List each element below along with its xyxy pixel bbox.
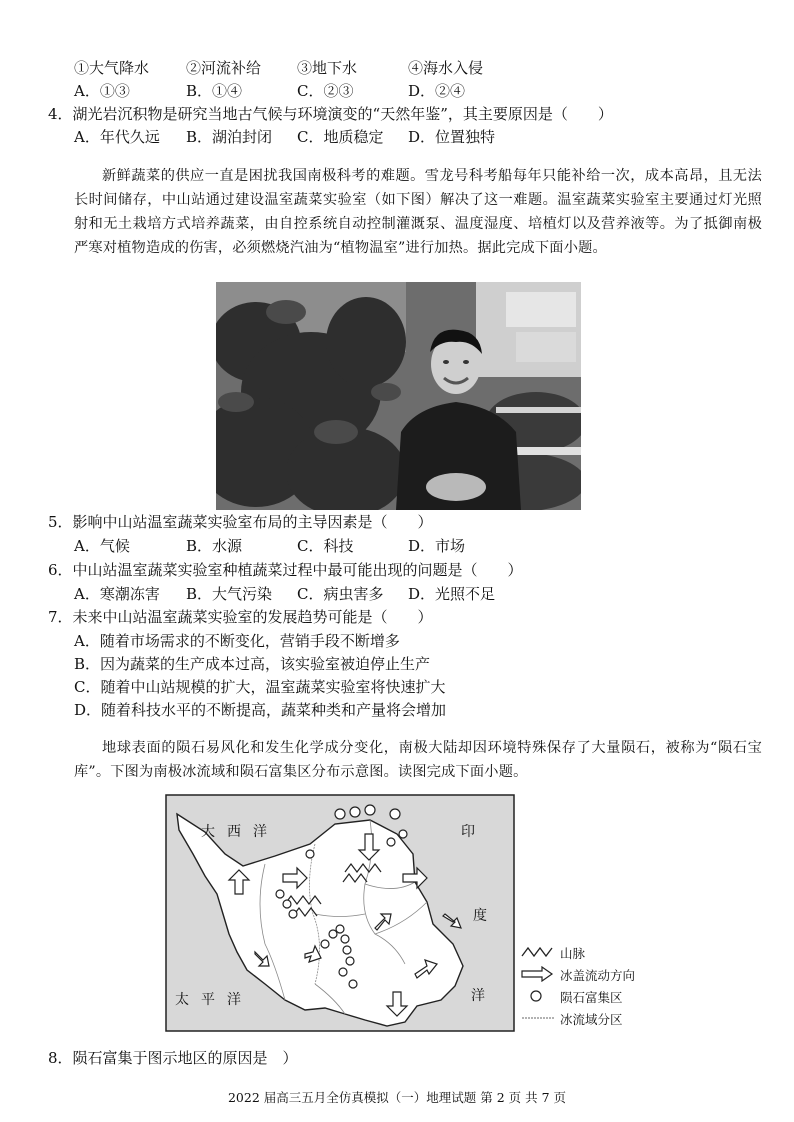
q3-option: A．①③ (74, 82, 130, 100)
atlantic-ocean-label-2: 西 (227, 824, 241, 840)
arrow-right-icon (520, 966, 556, 982)
q3-items (74, 58, 534, 78)
antarctica-map-figure (165, 794, 515, 1032)
q6-option: A．寒潮冻害 (74, 585, 160, 603)
legend-ice-flow-label: 冰盖流动方向 (560, 968, 636, 983)
greenhouse-photo (216, 282, 581, 510)
q4-option: B．湖泊封闭 (186, 128, 273, 146)
atlantic-ocean-label-3: 洋 (253, 824, 267, 840)
q5-option: B．水源 (186, 537, 243, 555)
passage-greenhouse: 新鲜蔬菜的供应一直是困扰我国南极科考的难题。雪龙号科考船每年只能补给一次，成本高昂，且无法长时间储存，中山站通过建设温室蔬菜实验室（如下图）解决了这一难题。温室蔬菜实验室主要通过灯光照射和无土栽培方式培养蔬菜，由自控系统自动控制灌溉泵、温度湿度、培植灯以及营养液等。为了抵御南极严寒对植物造成的伤害，必须燃烧汽油为“植物温室”进行加热。据此完成下面小题。 (74, 168, 762, 256)
pacific-ocean-label-1: 太 (175, 992, 189, 1008)
dotted-line-icon (520, 1010, 556, 1026)
greenhouse-photo-image (216, 282, 581, 510)
page-footer: 2022 届高三五月全仿真模拟（一）地理试题 第 2 页 共 7 页 (227, 1090, 567, 1105)
q5-options (74, 536, 534, 556)
q6-options (74, 584, 534, 604)
legend-meteorite-label: 陨石富集区 (560, 990, 623, 1005)
passage-meteorites: 地球表面的陨石易风化和发生化学成分变化，南极大陆却因环境特殊保存了大量陨石，被称为“陨石宝库”。下图为南极冰流域和陨石富集区分布示意图。读图完成下面小题。 (74, 740, 762, 780)
indian-ocean-label-2: 度 (473, 908, 487, 924)
q5-option: D．市场 (408, 537, 466, 555)
pacific-ocean-label-2: 平 (201, 992, 215, 1008)
q5-option: A．气候 (74, 537, 130, 555)
q6-option: C．病虫害多 (297, 585, 384, 603)
q6-option: D．光照不足 (408, 585, 496, 603)
q6-option: B．大气污染 (186, 585, 273, 603)
q7-option: A．随着市场需求的不断变化，营销手段不断增多 (74, 632, 400, 650)
q3-option: D．②④ (408, 82, 466, 100)
legend-basin-label: 冰流域分区 (560, 1012, 623, 1027)
q7-option: D．随着科技水平的不断提高，蔬菜种类和产量将会增加 (74, 701, 447, 719)
antarctica-map (165, 794, 515, 1032)
q3-item: ③地下水 (297, 59, 358, 77)
q3-item: ①大气降水 (74, 59, 150, 77)
q5-option: C．科技 (297, 537, 354, 555)
legend-mountain-label: 山脉 (560, 946, 586, 961)
q3-options (74, 81, 534, 101)
indian-ocean-label-3: 洋 (471, 988, 485, 1004)
q4-stem: 4．湖光岩沉积物是研究当地古气候与环境演变的“天然年鉴”，其主要原因是（ ） (48, 105, 613, 123)
q4-option: D．位置独特 (408, 128, 496, 146)
indian-ocean-label-1: 印 (461, 824, 475, 840)
mountain-icon (520, 944, 556, 960)
q3-item: ②河流补给 (186, 59, 262, 77)
q6-stem: 6．中山站温室蔬菜实验室种植蔬菜过程中最可能出现的问题是（ ） (48, 561, 523, 579)
q3-option: C．②③ (297, 82, 354, 100)
q4-option: A．年代久远 (74, 128, 160, 146)
q4-options (74, 127, 534, 147)
circle-icon (520, 988, 556, 1004)
q8-stem: 8．陨石富集于图示地区的原因是 ） (48, 1049, 298, 1067)
q7-stem: 7．未来中山站温室蔬菜实验室的发展趋势可能是（ ） (48, 608, 433, 626)
pacific-ocean-label-3: 洋 (227, 992, 241, 1008)
q7-option: B．因为蔬菜的生产成本过高，该实验室被迫停止生产 (74, 655, 431, 673)
q3-option: B．①④ (186, 82, 243, 100)
atlantic-ocean-label-1: 大 (201, 824, 215, 840)
q4-option: C．地质稳定 (297, 128, 384, 146)
q3-item: ④海水入侵 (408, 59, 484, 77)
q5-stem: 5．影响中山站温室蔬菜实验室布局的主导因素是（ ） (48, 513, 433, 531)
q7-option: C．随着中山站规模的扩大，温室蔬菜实验室将快速扩大 (74, 678, 446, 696)
